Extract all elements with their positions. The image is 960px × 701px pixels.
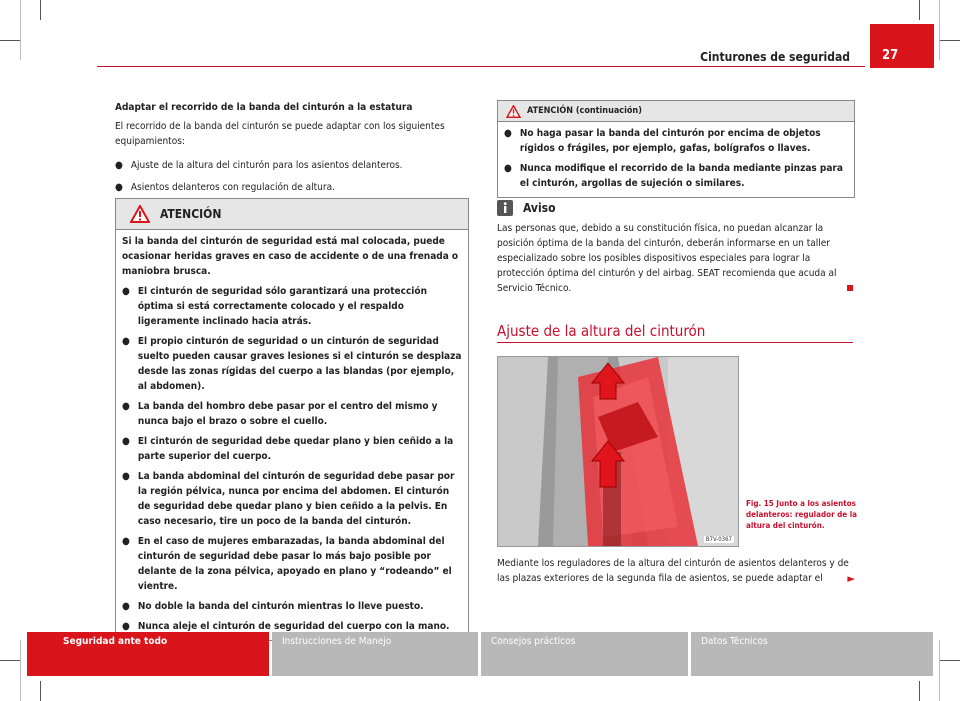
crop-mark — [919, 681, 920, 701]
bullet-icon: ● — [122, 336, 130, 347]
footer-tab-consejos[interactable] — [481, 632, 688, 676]
footer-tab-label: Datos Técnicos — [701, 636, 768, 647]
subsection-heading: Adaptar el recorrido de la banda del cinturón a la estatura — [115, 102, 413, 113]
note-text: Las personas que, debido a su constitución física, no puedan alcanzar la posición óptima de la banda del cinturón, deberán informarse en un taller especializado sobre los posibles dispositivos especiales para lograr la protección óptima del cinturón y del airbag. SEAT recomienda que acuda al Servicio Técnico. — [497, 223, 837, 294]
list-item — [122, 284, 462, 329]
bullet-icon: ● — [122, 471, 130, 482]
crop-mark — [40, 681, 41, 701]
end-mark-icon — [847, 285, 853, 291]
list-item-text: En el caso de mujeres embarazadas, la banda abdominal del cinturón de seguridad debe pasar lo más bajo posible por delante de la zona pélvica, apoyado en plano y “rodeando” el vientre. — [137, 536, 452, 592]
belt-adjuster-illustration — [498, 357, 738, 546]
note-title: Aviso — [523, 201, 556, 215]
warning-continued-box — [497, 100, 855, 198]
crop-mark — [940, 40, 960, 41]
list-item-text: La banda del hombro debe pasar por el centro del mismo y nunca bajo el brazo o sobre el cuello. — [137, 401, 438, 427]
footer-tab-seguridad[interactable] — [27, 632, 269, 676]
warning-body — [116, 230, 468, 640]
list-item-text: El cinturón de seguridad debe quedar plano y bien ceñido a la parte superior del cuerpo. — [137, 436, 454, 462]
footer-tab-instrucciones[interactable] — [272, 632, 478, 676]
warning-title: ATENCIÓN (continuación) — [527, 106, 642, 116]
footer-tab-label: Instrucciones de Manejo — [282, 636, 392, 647]
list-item-text: La banda abdominal del cinturón de seguridad debe pasar por la región pélvica, nunca por encima del abdomen. El cinturón de seguridad debe quedar plano y bien ceñido a la pelvis. En caso necesario, tire un poco de la banda del cinturón. — [137, 471, 455, 527]
crop-mark — [939, 640, 940, 701]
note-header — [497, 200, 556, 216]
list-item-text: No haga pasar la banda del cinturón por encima de objetos rígidos o frágiles, por ejemplo, gafas, bolígrafos o llaves. — [519, 128, 821, 154]
page-number: 27 — [870, 24, 934, 68]
list-item — [504, 161, 848, 191]
list-item — [122, 434, 462, 464]
list-item-text: Ajuste de la altura del cinturón para los asientos delanteros. — [130, 160, 403, 171]
crop-mark — [20, 640, 21, 701]
info-icon — [497, 200, 513, 216]
section-rule — [497, 342, 853, 343]
list-item-text: Nunca aleje el cinturón de seguridad del cuerpo con la mano. — [137, 621, 450, 632]
crop-mark — [20, 0, 21, 60]
list-item-text: No doble la banda del cinturón mientras lo lleve puesto. — [137, 601, 424, 612]
body-paragraph — [497, 556, 853, 586]
list-item — [122, 534, 462, 594]
list-item — [115, 158, 467, 173]
warning-header — [116, 199, 468, 230]
list-item — [504, 126, 848, 156]
crop-mark — [940, 660, 960, 661]
section-title: Ajuste de la altura del cinturón — [497, 322, 706, 340]
figure-image — [497, 356, 739, 547]
bullet-icon: ● — [122, 436, 130, 447]
figure-code: B7V-0367 — [705, 536, 732, 543]
bullet-icon: ● — [504, 163, 512, 174]
list-item — [122, 334, 462, 394]
body-text: Mediante los reguladores de la altura del cinturón de asientos delanteros y de las plazas exteriores de la segunda fila de asientos, se puede adaptar el — [497, 558, 849, 584]
note-paragraph — [497, 221, 853, 296]
bullet-icon: ● — [115, 182, 123, 193]
bullet-icon: ● — [122, 401, 130, 412]
warning-box — [115, 198, 469, 641]
bullet-icon: ● — [115, 160, 123, 171]
list-item-text: Asientos delanteros con regulación de altura. — [130, 182, 335, 193]
bullet-icon: ● — [122, 621, 130, 632]
list-item — [122, 399, 462, 429]
warning-body — [498, 122, 854, 197]
bullet-icon: ● — [504, 128, 512, 139]
list-item-text: El propio cinturón de seguridad o un cinturón de seguridad suelto pueden causar graves lesiones si el cinturón se desplaza desde las zonas rígidas del cuerpo a las blandas (por ejemplo, al abdomen). — [137, 336, 462, 392]
warning-title: ATENCIÓN — [160, 207, 222, 221]
footer-tab-label: Consejos prácticos — [491, 636, 576, 647]
continue-arrow-icon: ► — [847, 572, 855, 585]
intro-paragraph: El recorrido de la banda del cinturón se puede adaptar con los siguientes equipamientos: — [115, 121, 445, 147]
crop-mark — [919, 0, 920, 20]
footer-tab-datos[interactable] — [691, 632, 933, 676]
bullet-icon: ● — [122, 286, 130, 297]
crop-mark — [939, 0, 940, 60]
bullet-icon: ● — [122, 536, 130, 547]
left-column — [115, 100, 467, 195]
warning-header — [498, 101, 854, 122]
list-item — [115, 180, 467, 195]
bullet-icon: ● — [122, 601, 130, 612]
footer-tab-label: Seguridad ante todo — [63, 636, 168, 647]
header-title: Cinturones de seguridad — [700, 50, 850, 64]
warning-triangle-icon — [130, 205, 150, 223]
list-item — [122, 599, 462, 614]
crop-mark — [0, 660, 20, 661]
warning-intro: Si la banda del cinturón de seguridad está mal colocada, puede ocasionar heridas graves en caso de accidente o de una frenada o maniobra brusca. — [122, 236, 459, 277]
crop-mark — [0, 40, 20, 41]
figure-caption: Fig. 15 Junto a los asientos delanteros: regulador de la altura del cinturón. — [746, 499, 858, 530]
list-item — [122, 469, 462, 529]
warning-triangle-icon — [506, 105, 521, 118]
header-rule — [97, 66, 865, 67]
list-item-text: Nunca modifique el recorrido de la banda mediante pinzas para el cinturón, argollas de sujeción o similares. — [519, 163, 843, 189]
list-item-text: El cinturón de seguridad sólo garantizará una protección óptima si está correctamente colocado y el respaldo ligeramente inclinado hacia atrás. — [137, 286, 427, 327]
crop-mark — [40, 0, 41, 20]
